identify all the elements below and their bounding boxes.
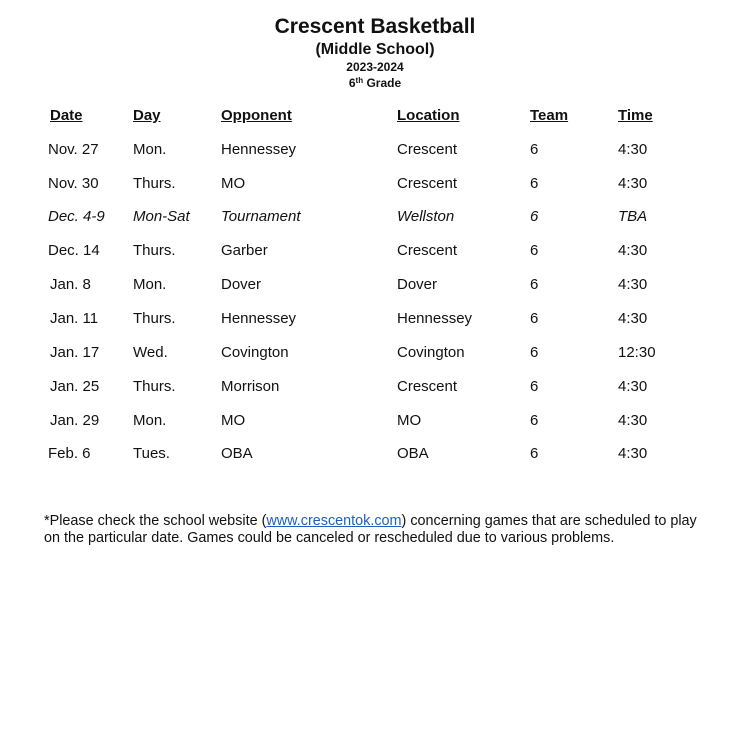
game-location: OBA [397, 445, 429, 462]
column-header-team: Team [530, 107, 569, 124]
game-date: Dec. 14 [48, 242, 100, 259]
game-day: Thurs. [133, 175, 176, 192]
game-date: Jan. 29 [50, 412, 100, 429]
table-row [0, 207, 750, 229]
season-label: 2023-2024 [346, 60, 404, 74]
game-date: Nov. 30 [48, 175, 99, 192]
game-opponent: Hennessey [221, 141, 297, 158]
table-row [0, 377, 750, 399]
game-time: TBA [618, 208, 648, 225]
game-date: Jan. 17 [50, 344, 100, 361]
game-location: Crescent [397, 175, 458, 192]
table-row [0, 309, 750, 331]
grade-number: 6 [348, 76, 356, 90]
table-row [0, 174, 750, 196]
game-team: 6 [530, 175, 539, 192]
table-row [0, 241, 750, 263]
game-date: Nov. 27 [48, 141, 99, 158]
game-opponent: Hennessey [221, 310, 297, 327]
game-location: Crescent [397, 378, 458, 395]
game-location: MO [397, 412, 422, 429]
game-location: Dover [397, 276, 438, 293]
grade-word: Grade [363, 76, 402, 90]
game-time: 4:30 [618, 141, 648, 158]
game-opponent: Morrison [221, 378, 280, 395]
game-team: 6 [530, 208, 539, 225]
game-opponent: Covington [221, 344, 289, 361]
table-row [0, 411, 750, 433]
game-day: Mon. [133, 412, 167, 429]
school-website-link[interactable]: www.crescentok.com [266, 513, 402, 529]
game-date: Jan. 11 [50, 310, 99, 327]
game-time: 4:30 [618, 310, 648, 327]
game-team: 6 [530, 141, 539, 158]
table-row [0, 444, 750, 466]
game-location: Crescent [397, 141, 458, 158]
note-text-after: ) concerning games that are scheduled to play on the particular date. Games could be canceled or rescheduled due to various problems. [44, 513, 697, 546]
game-opponent: Tournament [221, 208, 301, 225]
game-opponent: MO [221, 412, 246, 429]
page-title: Crescent Basketball [274, 15, 476, 38]
game-time: 4:30 [618, 175, 648, 192]
note-text-before: *Please check the school website ( [44, 513, 267, 529]
game-team: 6 [530, 242, 539, 259]
game-location: Hennessey [397, 310, 473, 327]
game-opponent: OBA [221, 445, 253, 462]
game-day: Mon. [133, 276, 167, 293]
schedule-note [44, 513, 704, 547]
game-location: Covington [397, 344, 465, 361]
column-header-date: Date [50, 107, 83, 124]
grade-label [0, 75, 750, 91]
page-subtitle: (Middle School) [315, 41, 435, 58]
game-time: 4:30 [618, 378, 648, 395]
game-day: Tues. [133, 445, 170, 462]
game-team: 6 [530, 344, 539, 361]
game-day: Thurs. [133, 378, 176, 395]
game-team: 6 [530, 412, 539, 429]
table-row [0, 140, 750, 162]
game-time: 4:30 [618, 412, 648, 429]
column-header-location: Location [397, 107, 460, 124]
column-header-day: Day [133, 107, 161, 124]
table-row [0, 275, 750, 297]
game-date: Feb. 6 [48, 445, 91, 462]
game-date: Dec. 4-9 [48, 208, 105, 225]
game-date: Jan. 8 [50, 276, 91, 293]
game-team: 6 [530, 310, 539, 327]
grade-suffix: th [355, 76, 364, 85]
game-day: Wed. [133, 344, 168, 361]
game-time: 4:30 [618, 445, 648, 462]
game-opponent: Dover [221, 276, 262, 293]
game-location: Crescent [397, 242, 458, 259]
game-team: 6 [530, 378, 539, 395]
game-time: 12:30 [618, 344, 656, 361]
game-location: Wellston [397, 208, 455, 225]
game-opponent: MO [221, 175, 246, 192]
game-day: Thurs. [133, 242, 176, 259]
game-date: Jan. 25 [50, 378, 100, 395]
game-team: 6 [530, 445, 539, 462]
game-day: Thurs. [133, 310, 176, 327]
game-day: Mon-Sat [133, 208, 190, 225]
game-team: 6 [530, 276, 539, 293]
game-day: Mon. [133, 141, 167, 158]
game-time: 4:30 [618, 242, 648, 259]
game-time: 4:30 [618, 276, 648, 293]
table-row [0, 343, 750, 365]
column-header-opponent: Opponent [221, 107, 292, 124]
game-opponent: Garber [221, 242, 268, 259]
column-header-time: Time [618, 107, 653, 124]
